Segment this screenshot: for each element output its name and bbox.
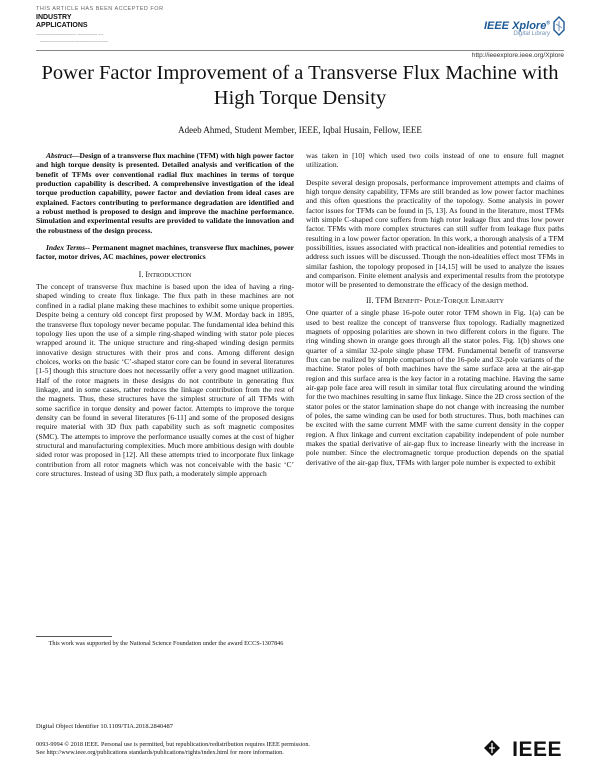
right-paragraph-3: One quarter of a single phase 16-pole outer rotor TFM shown in Fig. 1(a) can be used to best realize the concept of transverse flux topology. Radially magnetized magnets of opposing polarities are shown in two different colors in the figure. The ring winding shown in orange goes through all the stator poles. Fig. 1(b) shows one quarter of a similar 32-pole single phase TFM. Fundamental benefit of transverse flux can be realized by simple comparison of the 16-pole and 32-pole variants of the machine. Stator poles of both machines have the same surface area at the air-gap region and this surface area is the key factor in a rotating machine. Having the same air-gap pole face area will result in similar total flux circulating around the winding for the two machines resulting in same flux linkage. Since the 2D cross section of the stator poles or the stator lamination shape do not change with increasing the number of poles, the same winding can be used for both structures. Thus, both machines can be excited with the same current MMF with the same current density in the copper region. A flux linkage and current excitation capability independent of pole number makes the spatial derivative of air-gap flux to increase linearly with the increase in pole number. Since the electromagnetic torque production depends on the spatial derivative of the air-gap flux, TFMs with larger pole number is expected to exhibit [306, 308, 564, 467]
index-terms-label: Index Terms [46, 243, 86, 253]
header-top-line: THIS ARTICLE HAS BEEN ACCEPTED FOR [36, 6, 164, 12]
right-column [306, 151, 564, 467]
ieee-logo: IEEE [512, 738, 562, 761]
rights-link-line[interactable]: See http://www.ieee.org/publications standards/publications/rights/index.html for more information. [36, 748, 284, 756]
journal-name [36, 14, 88, 30]
index-terms-text: -- Permanent magnet machines, transverse flux machines, power factor, motor drives, AC machines, power electronics [36, 243, 294, 262]
section-title: Introduction [145, 269, 192, 279]
copyright-line: 0093-9994 © 2018 IEEE. Personal use is permitted, but republication/redistribution requires IEEE permission. [36, 741, 310, 748]
right-paragraph-1: was taken in [10] which used two coils instead of one to ensure full magnet utilization. [306, 151, 564, 170]
abstract-label: Abstract [46, 151, 72, 160]
journal-line-1: INDUSTRY [36, 14, 72, 21]
paper-authors: Adeeb Ahmed, Student Member, IEEE, Iqbal Husain, Fellow, IEEE [178, 125, 422, 135]
index-terms [36, 243, 294, 262]
copyright-block [36, 741, 310, 756]
ieee-diamond-icon [484, 740, 500, 756]
section-heading-tfm-benefit [306, 296, 564, 305]
header-faint-line-2: ----------------------------------------- [40, 40, 109, 45]
paper-title: Power Factor Improvement of a Transverse Flux Machine with High Torque Density [41, 62, 559, 109]
xplore-reg: ® [546, 20, 550, 27]
abstract [36, 151, 294, 235]
footnote: This work was supported by the National Science Foundation under the award ECCS-1307846 [48, 640, 284, 647]
xplore-url[interactable]: http://ieeexplore.ieee.org/Xplore [471, 52, 564, 59]
journal-line-2: APPLICATIONS [36, 22, 88, 29]
header-faint-line-1: ------------------------ ------------ --- [36, 33, 104, 38]
introduction-paragraph: The concept of transverse flux machine is based upon the idea of having a ring-shaped winding to create flux linkage. The flux path in these machines are not confined in a radial plane making these machines to exhibit some unique properties. Despite being a century old concept first proposed by W.M. Morday back in 1895, the transverse flux topology never became popular. The fundamental idea behind this topology lies upon the use of a simple ring-shaped winding with stator pole pieces wrapped around it. The unique structure and ring-shaped winding design permits innovative design structures with their pros and cons. Among different design choices, works on the basic ‘C’-shaped stator core can be found in several literatures [1-5] though this structure does not necessarily offer a very good magnet utilization. Half of the rotor magnets in these designs do not contribute in generating flux linkage, and in some cases, rather reduces the linkage contribution from the rest of the magnets. Thus, these structures have the simplest structure of all TFMs with some sacrifice in torque density and power factor. Attempts to improve the torque density can be found in several literatures [6-11] and some of the proposed designs require material with 3D flux path capability such as soft magnetic composites (SMC). The attempts to improve the performance usually comes at the cost of higher structural and manufacturing complexities. Much more ambitious design with double sided rotor was proposed in [12]. All these attempts tried to incorporate flux linkage contribution from all rotor magnets which was not conceivable with the basic ‘C’ core structures. Instead of using 3D flux path, a moderately simple approach [36, 282, 294, 478]
section-title: TFM Benefit- Pole-Torque Linearity [375, 295, 504, 305]
header-rule [36, 50, 564, 51]
right-paragraph-2: Despite several design proposals, performance improvement attempts and claims of high torque density capability, TFMs are still branded as low power factor machines and this often questions the practicality of the topology. Some analysis in power factor issues for TFMs can be found in [5, 13]. As found in the literature, most TFMs with simple C-shaped core suffers from high rotor leakage flux and thus low power factor. TFMs with more complex structures can still suffer from leakage flux paths resulting in a low power factor operation. In this work, a thorough analysis of a TFM possibilities, issues associated with practical non-idealities and potential remedies to address such issues will be discussed. Though the non-idealities effect most TFMs in similar fashion, the topology proposed in [14,15] will be used to analyze the issues and comparison. Finite element analysis and experimental results from the prototype motor will be presented to demonstrate the efficacy of the design method. [306, 177, 564, 290]
section-number: I. [138, 269, 144, 279]
xplore-sub: Digital Library [513, 31, 550, 37]
section-number: II. [366, 295, 374, 305]
xplore-brand: IEEE Xplore [483, 20, 547, 32]
ieee-xplore-logo [484, 20, 550, 37]
section-heading-introduction [36, 270, 294, 279]
doi-line: Digital Object Identifier 10.1109/TIA.2018.2840487 [36, 723, 173, 730]
left-column [36, 151, 294, 478]
abstract-text: —Design of a transverse flux machine (TFM) with high power factor and high torque density is presented. Detailed analysis and verification of the benefit of TFMs over conventional radial flux machines in terms of torque production capability is described. A comprehensive investigation of the ideal torque production capability, power factor and deviation from ideal cases are explained. Factors contributing to performance degradation are identified and a robust method is proposed to design and improve the machine performance. Simulation and experimental results are provided to validate the innovation and the robustness of the design process. [36, 151, 294, 235]
xplore-emblem-icon [552, 16, 566, 36]
footnote-rule [36, 636, 112, 637]
